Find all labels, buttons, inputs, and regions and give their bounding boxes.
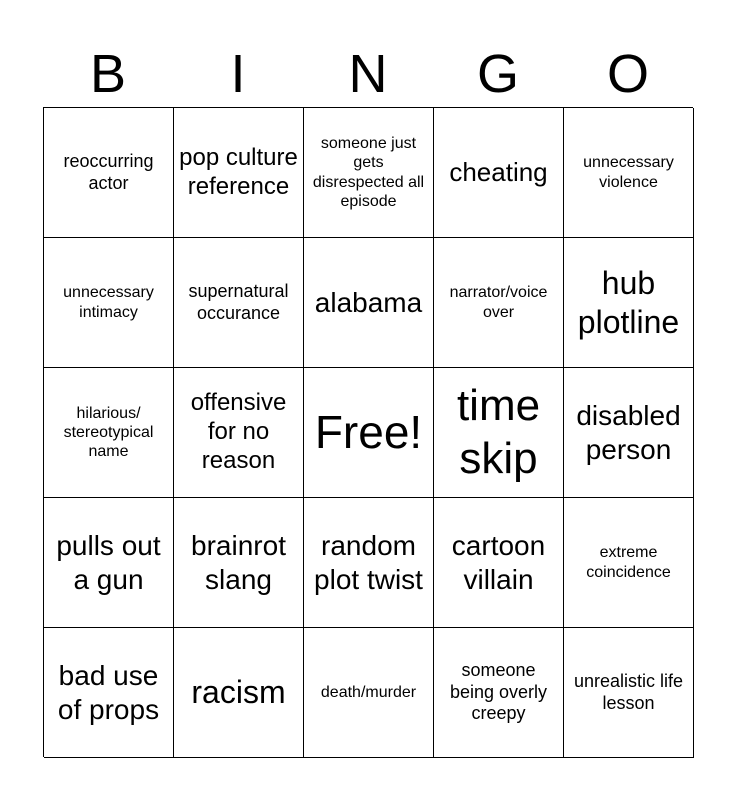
bingo-cell-r4c1[interactable] [44,498,174,628]
bingo-cell-label: offensive for no reason [190,389,287,474]
bingo-cell-r1c1[interactable] [44,108,174,238]
bingo-cell-r2c2[interactable] [174,238,304,368]
bingo-cell-r1c3[interactable] [304,108,434,238]
bingo-header [43,40,693,108]
bingo-cell-r2c5[interactable] [564,238,694,368]
bingo-cell-r4c5[interactable] [564,498,694,628]
bingo-cell-label: alabama [314,286,423,318]
bingo-cell-label: narrator/voice over [449,284,548,321]
header-letter-i: I [230,44,246,104]
header-letter-n: N [348,44,388,104]
bingo-cell-r5c1[interactable] [44,628,174,758]
bingo-cell-label: pulls out a gun [56,529,161,595]
bingo-cell-r5c3[interactable] [304,628,434,758]
bingo-cell-label: reoccurring actor [63,150,154,193]
bingo-cell-r3c2[interactable] [174,368,304,498]
bingo-cell-label: hilarious/ stereotypical name [63,404,154,461]
bingo-cell-r3c1[interactable] [44,368,174,498]
bingo-cell-label: unnecessary violence [583,154,674,191]
bingo-cell-r2c3[interactable] [304,238,434,368]
bingo-cell-label: random plot twist [314,529,423,595]
bingo-cell-r1c4[interactable] [434,108,564,238]
bingo-cell-label: extreme coincidence [586,544,671,581]
bingo-cell-r2c1[interactable] [44,238,174,368]
bingo-cell-r1c2[interactable] [174,108,304,238]
bingo-cell-label: bad use of props [57,659,160,725]
bingo-board [43,107,693,757]
bingo-cell-r5c5[interactable] [564,628,694,758]
bingo-cell-label: death/murder [320,683,417,701]
bingo-cell-r2c4[interactable] [434,238,564,368]
bingo-cell-label: Free! [314,405,423,458]
bingo-cell-label: cartoon villain [451,529,546,595]
bingo-cell-label: cheating [449,156,548,187]
bingo-cell-r3c5[interactable] [564,368,694,498]
bingo-cell-r4c3[interactable] [304,498,434,628]
bingo-cell-r5c4[interactable] [434,628,564,758]
bingo-cell-r4c2[interactable] [174,498,304,628]
bingo-cell-label: unrealistic life lesson [573,670,684,713]
bingo-cell-label: brainrot slang [191,529,286,595]
header-letter-o: O [606,44,649,104]
bingo-cell-free[interactable] [304,368,434,498]
bingo-cell-r3c4[interactable] [434,368,564,498]
bingo-cell-label: disabled person [576,399,681,465]
bingo-cell-label: someone being overly creepy [449,660,548,724]
bingo-cell-label: unnecessary intimacy [63,284,154,321]
bingo-cell-label: time skip [456,380,541,483]
bingo-cell-r1c5[interactable] [564,108,694,238]
bingo-cell-label: supernatural occurance [188,280,289,323]
bingo-cell-label: someone just gets disrespected all episode [312,135,425,210]
bingo-cell-r4c4[interactable] [434,498,564,628]
bingo-cell-label: pop culture reference [179,143,298,200]
header-letter-b: B [89,44,127,104]
bingo-cell-label: racism [191,674,286,711]
bingo-cell-label: hub plotline [577,265,680,340]
header-letter-g: G [476,44,519,104]
bingo-cell-r5c2[interactable] [174,628,304,758]
